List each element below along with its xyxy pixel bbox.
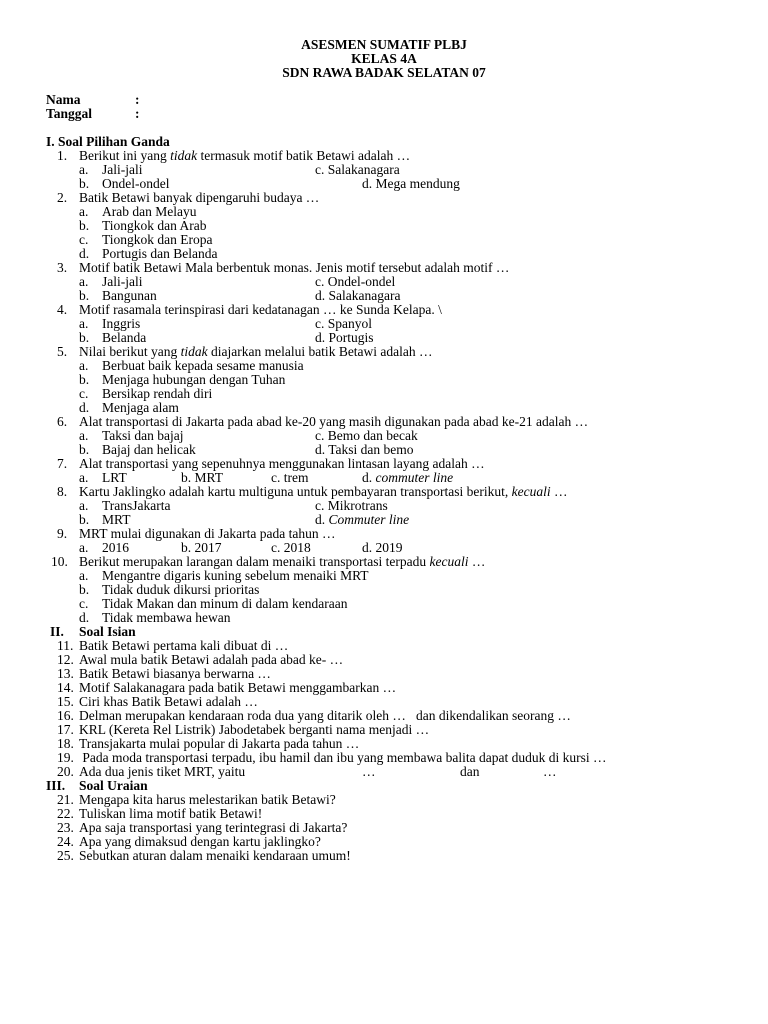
option-letter: d. bbox=[79, 610, 90, 625]
option-text: Tiongkok dan Eropa bbox=[102, 232, 213, 247]
option-letter: a. bbox=[79, 162, 89, 177]
answer-connector: dan bbox=[460, 764, 480, 779]
option-text: Jali-jali bbox=[102, 162, 143, 177]
isian-number: 18. bbox=[57, 736, 74, 751]
isian-question: Ciri khas Batik Betawi adalah … bbox=[79, 694, 258, 709]
option-text: Bersikap rendah diri bbox=[102, 386, 213, 401]
isian-number: 11. bbox=[57, 638, 74, 653]
question-6-number: 6. bbox=[57, 414, 68, 429]
section-3-number: III. bbox=[46, 778, 66, 793]
option-text: Tidak membawa hewan bbox=[102, 610, 231, 625]
question-2-number: 2. bbox=[57, 190, 68, 205]
option-letter: b. bbox=[79, 512, 90, 527]
option-text: Arab dan Melayu bbox=[102, 204, 197, 219]
nama-colon: : bbox=[135, 92, 140, 107]
isian-question: Ada dua jenis tiket MRT, yaitu bbox=[79, 764, 246, 779]
option-letter: b. bbox=[79, 372, 90, 387]
option-text: Taksi dan bajaj bbox=[102, 428, 184, 443]
question-2-text: Batik Betawi banyak dipengaruhi budaya … bbox=[79, 190, 320, 205]
section-2-number: II. bbox=[50, 624, 64, 639]
nama-label: Nama bbox=[46, 92, 81, 107]
uraian-number: 21. bbox=[57, 792, 74, 807]
option-text: d. Portugis bbox=[315, 330, 374, 345]
section-1-heading: Soal Pilihan Ganda bbox=[58, 134, 170, 149]
isian-question: KRL (Kereta Rel Listrik) Jabodetabek berganti nama menjadi … bbox=[79, 722, 430, 737]
option-text: Jali-jali bbox=[102, 274, 143, 289]
option-letter: a. bbox=[79, 568, 89, 583]
question-7-text: Alat transportasi yang sepenuhnya menggunakan lintasan layang adalah … bbox=[79, 456, 485, 471]
option-text: d. Salakanagara bbox=[315, 288, 401, 303]
question-9-number: 9. bbox=[57, 526, 68, 541]
option-letter: d. bbox=[79, 400, 90, 415]
isian-number: 19. bbox=[57, 750, 74, 765]
option-text: Portugis dan Belanda bbox=[102, 246, 218, 261]
question-8-text: Kartu Jaklingko adalah kartu multiguna untuk pembayaran transportasi berikut, kecuali … bbox=[79, 484, 568, 499]
uraian-question: Mengapa kita harus melestarikan batik Betawi? bbox=[79, 792, 336, 807]
option-letter: b. bbox=[79, 218, 90, 233]
isian-number: 14. bbox=[57, 680, 74, 695]
section-2-heading: Soal Isian bbox=[79, 624, 136, 639]
answer-blank-dots: … bbox=[362, 764, 376, 779]
option-text: c. 2018 bbox=[271, 540, 311, 555]
isian-number: 13. bbox=[57, 666, 74, 681]
option-text: b. 2017 bbox=[181, 540, 222, 555]
option-letter: b. bbox=[79, 330, 90, 345]
option-text: Tiongkok dan Arab bbox=[102, 218, 207, 233]
doc-title: ASESMEN SUMATIF PLBJ bbox=[301, 37, 467, 52]
question-5-number: 5. bbox=[57, 344, 68, 359]
question-1-number: 1. bbox=[57, 148, 68, 163]
option-letter: c. bbox=[79, 386, 89, 401]
option-text: b. MRT bbox=[181, 470, 223, 485]
option-text: Inggris bbox=[102, 316, 141, 331]
tanggal-colon: : bbox=[135, 106, 140, 121]
option-text: c. Spanyol bbox=[315, 316, 372, 331]
option-text: d. commuter line bbox=[362, 470, 454, 485]
answer-blank-dots: … bbox=[543, 764, 557, 779]
section-1-number: I. bbox=[46, 134, 55, 149]
option-text: Ondel-ondel bbox=[102, 176, 170, 191]
option-letter: b. bbox=[79, 442, 90, 457]
isian-question: Motif Salakanagara pada batik Betawi menggambarkan … bbox=[79, 680, 397, 695]
uraian-question: Tuliskan lima motif batik Betawi! bbox=[79, 806, 263, 821]
question-3-number: 3. bbox=[57, 260, 68, 275]
option-text: Belanda bbox=[102, 330, 147, 345]
option-letter: b. bbox=[79, 176, 90, 191]
option-text: d. Taksi dan bemo bbox=[315, 442, 414, 457]
option-text: Tidak duduk dikursi prioritas bbox=[102, 582, 260, 597]
isian-question: Delman merupakan kendaraan roda dua yang ditarik oleh … dan dikendalikan seorang … bbox=[79, 708, 571, 723]
question-4-text: Motif rasamala terinspirasi dari kedatanagan … ke Sunda Kelapa. \ bbox=[79, 302, 442, 317]
isian-question: Pada moda transportasi terpadu, ibu hamil dan ibu yang membawa balita dapat duduk di kursi … bbox=[79, 750, 607, 765]
option-text: Menjaga alam bbox=[102, 400, 179, 415]
question-9-text: MRT mulai digunakan di Jakarta pada tahun … bbox=[79, 526, 336, 541]
option-letter: a. bbox=[79, 274, 89, 289]
isian-question: Batik Betawi pertama kali dibuat di … bbox=[79, 638, 289, 653]
option-letter: a. bbox=[79, 316, 89, 331]
question-7-number: 7. bbox=[57, 456, 68, 471]
class-title: KELAS 4A bbox=[351, 51, 417, 66]
option-letter: a. bbox=[79, 498, 89, 513]
option-text: 2016 bbox=[102, 540, 129, 555]
option-text: Menjaga hubungan dengan Tuhan bbox=[102, 372, 286, 387]
option-letter: c. bbox=[79, 232, 89, 247]
question-3-text: Motif batik Betawi Mala berbentuk monas. Jenis motif tersebut adalah motif … bbox=[79, 260, 510, 275]
isian-number: 15. bbox=[57, 694, 74, 709]
tanggal-label: Tanggal bbox=[46, 106, 93, 121]
isian-number: 12. bbox=[57, 652, 74, 667]
isian-number: 20. bbox=[57, 764, 74, 779]
isian-question: Awal mula batik Betawi adalah pada abad ke- … bbox=[79, 652, 344, 667]
uraian-number: 22. bbox=[57, 806, 74, 821]
option-text: LRT bbox=[102, 470, 127, 485]
option-text: c. Ondel-ondel bbox=[315, 274, 396, 289]
option-letter: a. bbox=[79, 540, 89, 555]
option-text: d. Commuter line bbox=[315, 512, 410, 527]
option-letter: b. bbox=[79, 288, 90, 303]
isian-number: 16. bbox=[57, 708, 74, 723]
option-text: TransJakarta bbox=[102, 498, 171, 513]
option-text: d. Mega mendung bbox=[362, 176, 460, 191]
isian-question: Transjakarta mulai popular di Jakarta pada tahun … bbox=[79, 736, 360, 751]
option-text: c. Bemo dan becak bbox=[315, 428, 418, 443]
question-6-text: Alat transportasi di Jakarta pada abad ke-20 yang masih digunakan pada abad ke-21 adalah … bbox=[79, 414, 589, 429]
uraian-number: 24. bbox=[57, 834, 74, 849]
option-text: Bajaj dan helicak bbox=[102, 442, 196, 457]
question-5-text: Nilai berikut yang tidak diajarkan melalui batik Betawi adalah … bbox=[79, 344, 433, 359]
school-title: SDN RAWA BADAK SELATAN 07 bbox=[282, 65, 486, 80]
option-letter: b. bbox=[79, 582, 90, 597]
isian-question: Batik Betawi biasanya berwarna … bbox=[79, 666, 271, 681]
question-10-number: 10. bbox=[51, 554, 68, 569]
option-text: MRT bbox=[102, 512, 131, 527]
question-8-number: 8. bbox=[57, 484, 68, 499]
option-letter: c. bbox=[79, 596, 89, 611]
option-letter: a. bbox=[79, 358, 89, 373]
option-letter: a. bbox=[79, 470, 89, 485]
question-4-number: 4. bbox=[57, 302, 68, 317]
question-10-text: Berikut merupakan larangan dalam menaiki transportasi terpadu kecuali … bbox=[79, 554, 486, 569]
option-text: c. Salakanagara bbox=[315, 162, 400, 177]
isian-number: 17. bbox=[57, 722, 74, 737]
uraian-question: Apa yang dimaksud dengan kartu jaklingko? bbox=[79, 834, 321, 849]
option-text: c. Mikrotrans bbox=[315, 498, 388, 513]
section-3-heading: Soal Uraian bbox=[79, 778, 148, 793]
uraian-number: 23. bbox=[57, 820, 74, 835]
uraian-number: 25. bbox=[57, 848, 74, 863]
option-letter: a. bbox=[79, 428, 89, 443]
option-text: d. 2019 bbox=[362, 540, 403, 555]
uraian-question: Sebutkan aturan dalam menaiki kendaraan umum! bbox=[79, 848, 351, 863]
question-1-text: Berikut ini yang tidak termasuk motif batik Betawi adalah … bbox=[79, 148, 411, 163]
option-text: c. trem bbox=[271, 470, 309, 485]
option-text: Bangunan bbox=[102, 288, 157, 303]
option-text: Tidak Makan dan minum di dalam kendaraan bbox=[102, 596, 348, 611]
option-text: Mengantre digaris kuning sebelum menaiki MRT bbox=[102, 568, 369, 583]
option-letter: d. bbox=[79, 246, 90, 261]
uraian-question: Apa saja transportasi yang terintegrasi di Jakarta? bbox=[79, 820, 348, 835]
option-letter: a. bbox=[79, 204, 89, 219]
option-text: Berbuat baik kepada sesame manusia bbox=[102, 358, 304, 373]
